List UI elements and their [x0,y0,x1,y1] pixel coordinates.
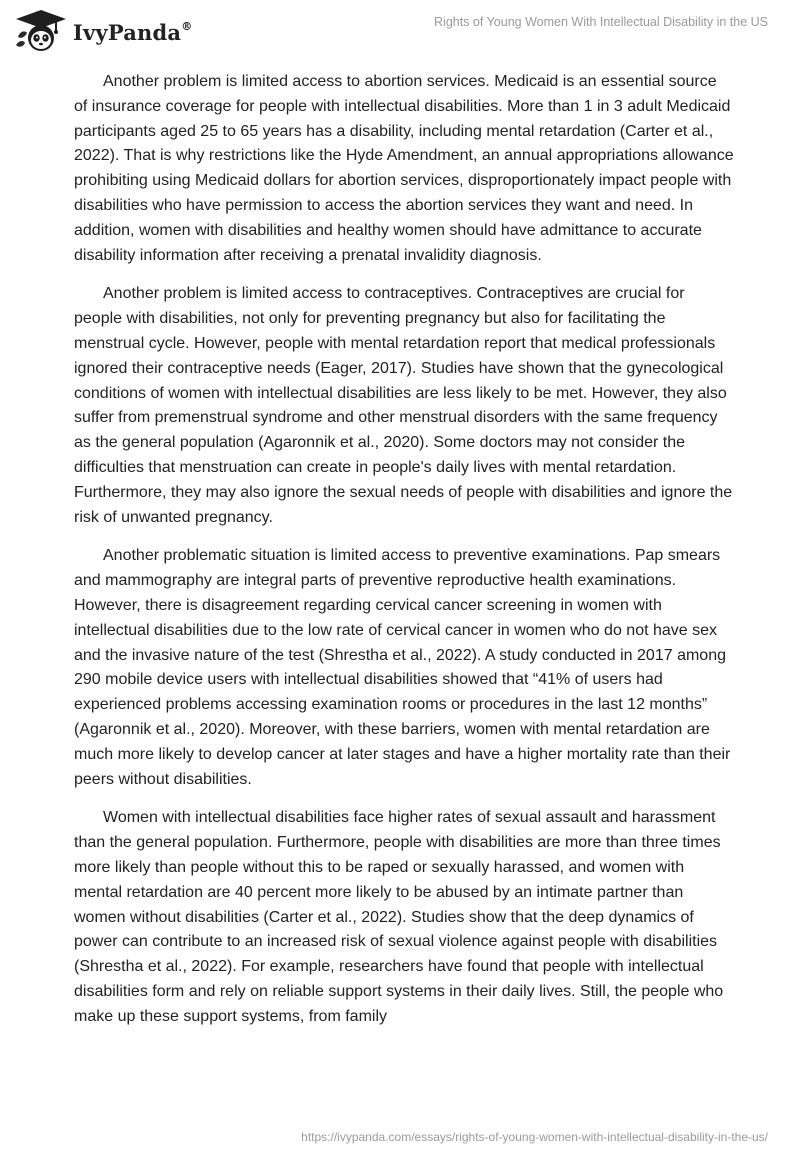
paragraph: Another problem is limited access to contraceptives. Contraceptives are crucial for people with disabilities, not only for preventing pregnancy but also for facilitating the menstrual cycle. However, people with mental retardation report that medical professionals ignored their contraceptive needs (Eager, 2017). Studies have shown that the gynecological conditions of women with intellectual disabilities are less likely to be met. However, they also suffer from premenstrual syndrome and other menstrual disorders with the same frequency as the general population (Agaronnik et al., 2020). Some doctors may not consider the difficulties that menstruation can create in people's daily lives with mental retardation. Furthermore, they may also ignore the sexual needs of people with disabilities and ignore the risk of unwanted pregnancy. [74,285,733,526]
source-url[interactable]: https://ivypanda.com/essays/rights-of-young-women-with-intellectual-disability-in-the-us/ [301,1130,768,1144]
ivypanda-logo[interactable] [12,7,192,53]
paragraph: Another problem is limited access to abortion services. Medicaid is an essential source of insurance coverage for people with intellectual disabilities. More than 1 in 3 adult Medicaid participants aged 25 to 65 years has a disability, including mental retardation (Carter et al., 2022). That is why restrictions like the Hyde Amendment, an annual appropriations allowance prohibiting using Medicaid dollars for abortion services, disproportionately impact people with disabilities who have permission to access the abortion services they want and need. In addition, women with disabilities and healthy women should have admittance to accurate disability information after receiving a prenatal invalidity diagnosis. [74,73,734,264]
paragraph: Another problematic situation is limited access to preventive examinations. Pap smears and mammography are integral parts of preventive reproductive health examinations. However, there is disagreement regarding cervical cancer screening in women with intellectual disabilities due to the low rate of cervical cancer in women who do not have sex and the invasive nature of the test (Shrestha et al., 2022). A study conducted in 2017 among 290 mobile device users with intellectual disabilities showed that “41% of users had experienced problems accessing examination rooms or procedures in the last 12 months” (Agaronnik et al., 2020). Moreover, with these barriers, women with mental retardation are much more likely to develop cancer at later stages and have a higher mortality rate than their peers without disabilities. [74,547,731,788]
essay-body [74,70,734,1043]
document-title: Rights of Young Women With Intellectual Disability in the US [434,15,768,29]
graduation-cap-panda-icon [12,7,70,53]
page-header [0,0,800,60]
paragraph: Women with intellectual disabilities face higher rates of sexual assault and harassment than the general population. Furthermore, people with disabilities are more than three times more likely than people without this to be raped or sexually harassed, and women with mental retardation are 40 percent more likely to be abused by an intimate partner than women without disabilities (Carter et al., 2022). Studies show that the deep dynamics of power can contribute to an increased risk of sexual violence against people with disabilities (Shrestha et al., 2022). For example, researchers have found that people with intellectual disabilities form and rely on reliable support systems in their daily lives. Still, the people who make up these support systems, from family [74,809,724,1025]
brand-name-text: IvyPanda [73,19,182,45]
registered-mark: ® [181,19,193,33]
brand-name [73,20,192,45]
